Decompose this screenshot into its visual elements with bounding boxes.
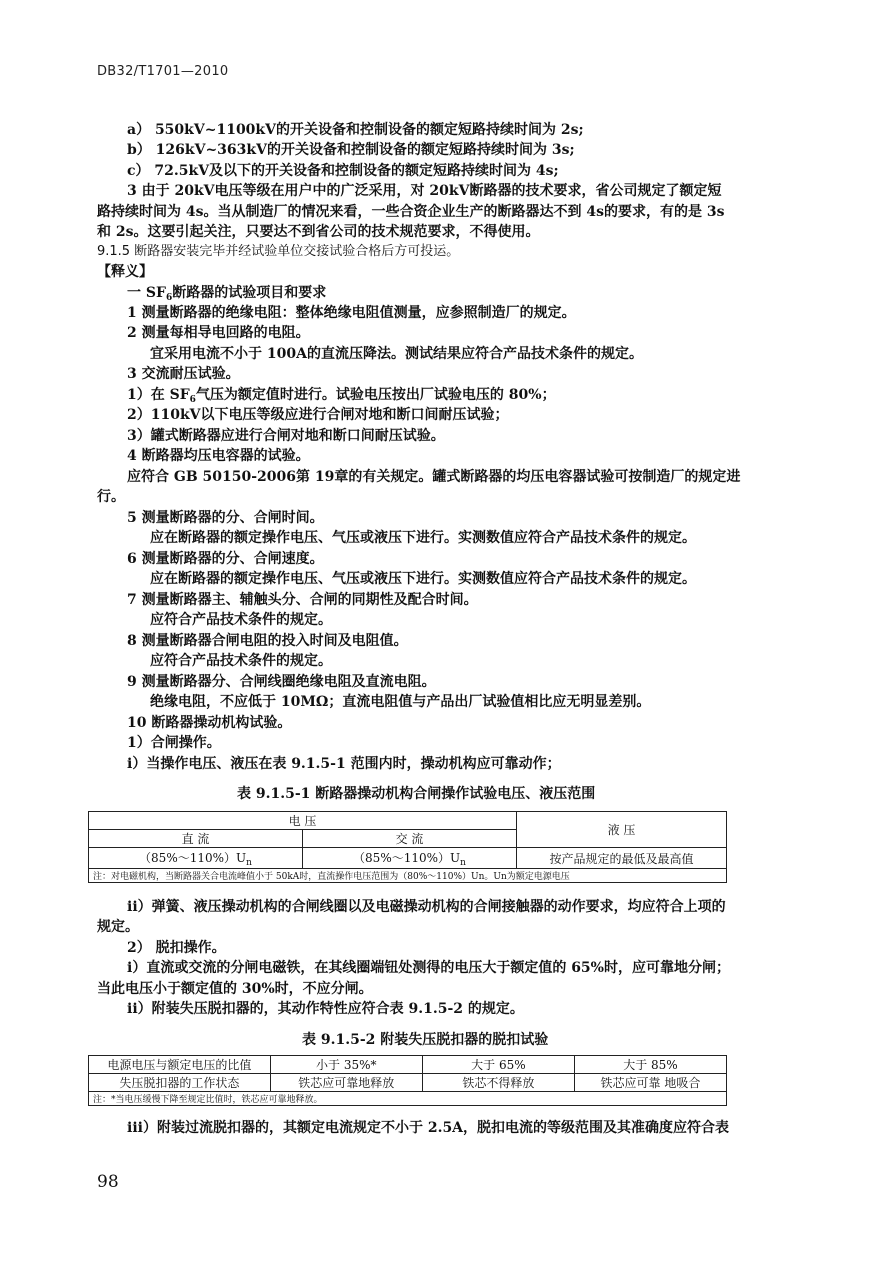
table-cell bbox=[89, 848, 303, 869]
table-cell: 铁芯应可靠 地吸合 bbox=[574, 1074, 726, 1092]
text-segment: 1）在 SF bbox=[127, 387, 190, 403]
text-line: 3 交流耐压试验。 bbox=[127, 366, 240, 382]
text-line: 2 测量每相导电回路的电阻。 bbox=[127, 325, 310, 341]
text-segment: 断路器的试验项目和要求 bbox=[172, 285, 327, 301]
text-line: 当此电压小于额定值的 30%时，不应分闸。 bbox=[97, 981, 373, 997]
text-line: c） 72.5kV及以下的开关设备和控制设备的额定短路持续时间为 4s; bbox=[127, 163, 559, 179]
text-line: 2）110kV以下电压等级应进行合闸对地和断口间耐压试验； bbox=[127, 407, 509, 423]
text-line: 1 测量断路器的绝缘电阻：整体绝缘电阻值测量，应参照制造厂的规定。 bbox=[127, 305, 576, 321]
table-cell: 大于 85% bbox=[574, 1056, 726, 1074]
subscript: n bbox=[246, 857, 252, 868]
subscript: 6 bbox=[189, 395, 196, 405]
text-line: 1）合闸操作。 bbox=[127, 735, 221, 751]
table-header-cell: 直 流 bbox=[89, 830, 303, 848]
document-header: DB32/T1701—2010 bbox=[97, 64, 229, 79]
text-line: ii）弹簧、液压操动机构的合闸线圈以及电磁操动机构的合闸接触器的动作要求，均应符合上项的 bbox=[127, 899, 726, 915]
table-cell: 铁芯不得释放 bbox=[422, 1074, 574, 1092]
table-header-cell: 液 压 bbox=[517, 812, 727, 848]
text-line: ii）附装失压脱扣器的，其动作特性应符合表 9.1.5-2 的规定。 bbox=[127, 1001, 524, 1017]
table-cell: 铁芯应可靠地释放 bbox=[270, 1074, 422, 1092]
table-caption: 表 9.1.5-1 断路器操动机构合闸操作试验电压、液压范围 bbox=[237, 786, 596, 802]
text-segment: 一 SF bbox=[127, 285, 166, 301]
text-line: 2） 脱扣操作。 bbox=[127, 940, 226, 956]
text-line: 10 断路器操动机构试验。 bbox=[127, 715, 292, 731]
text-line: i）当操作电压、液压在表 9.1.5-1 范围内时，操动机构应可靠动作； bbox=[127, 756, 561, 772]
table-caption: 表 9.1.5-2 附装失压脱扣器的脱扣试验 bbox=[302, 1032, 549, 1048]
text-line: 应符合产品技术条件的规定。 bbox=[150, 612, 332, 628]
clause-9-1-5: 9.1.5 断路器安装完毕并经试验单位交接试验合格后方可投运。 bbox=[97, 244, 460, 259]
text-line: i）直流或交流的分闸电磁铁，在其线圈端钮处测得的电压大于额定值的 65%时，应可靠地分闸； bbox=[127, 960, 730, 976]
text-line: 应符合 GB 50150-2006第 19章的有关规定。罐式断路器的均压电容器试验可按制造厂的规定进 bbox=[127, 469, 741, 485]
text-segment: （85%～110%）U bbox=[353, 850, 461, 865]
text-line: 3）罐式断路器应进行合闸对地和断口间耐压试验。 bbox=[127, 428, 445, 444]
table-cell: 按产品规定的最低及最高值 bbox=[517, 848, 727, 869]
text-line: iii）附装过流脱扣器的，其额定电流规定不小于 2.5A，脱扣电流的等级范围及其准确度应符合表 bbox=[127, 1120, 730, 1136]
text-segment: 气压为额定值时进行。试验电压按出厂试验电压的 80%； bbox=[195, 387, 556, 403]
table-cell: 失压脱扣器的工作状态 bbox=[89, 1074, 271, 1092]
text-line: 行。 bbox=[97, 489, 125, 505]
table-header-cell: 交 流 bbox=[303, 830, 517, 848]
table-cell: 电源电压与额定电压的比值 bbox=[89, 1056, 271, 1074]
text-line: 绝缘电阻，不应低于 10MΩ；直流电阻值与产品出厂试验值相比应无明显差别。 bbox=[150, 694, 651, 710]
text-line: 应符合产品技术条件的规定。 bbox=[150, 653, 332, 669]
table-note: 注：对电磁机构，当断路器关合电流峰值小于 50kA时，直流操作电压范围为（80%～110%）Un。Un为额定电源电压 bbox=[89, 869, 727, 883]
subscript: n bbox=[460, 857, 466, 868]
text-line: 宜采用电流不小于 100A的直流压降法。测试结果应符合产品技术条件的规定。 bbox=[150, 346, 643, 362]
text-line: 9 测量断路器分、合闸线圈绝缘电阻及直流电阻。 bbox=[127, 674, 436, 690]
table-operating-voltage bbox=[88, 811, 727, 883]
table-undervoltage-release bbox=[88, 1055, 727, 1106]
text-line: 路持续时间为 4s。当从制造厂的情况来看，一些合资企业生产的断路器达不到 4s的要求，有的是 3s bbox=[97, 204, 725, 220]
table-header-cell: 电 压 bbox=[89, 812, 517, 830]
text-line: 6 测量断路器的分、合闸速度。 bbox=[127, 551, 324, 567]
table-note: 注：*当电压缓慢下降至规定比值时，铁芯应可靠地释放。 bbox=[89, 1092, 727, 1106]
text-line: 和 2s。这要引起关注，只要达不到省公司的技术规范要求，不得使用。 bbox=[97, 224, 540, 240]
table-cell: 小于 35%* bbox=[270, 1056, 422, 1074]
text-line: 3 由于 20kV电压等级在用户中的广泛采用，对 20kV断路器的技术要求，省公司规定了额定短 bbox=[127, 183, 722, 199]
text-segment: （85%～110%）U bbox=[139, 850, 247, 865]
text-line: b） 126kV~363kV的开关设备和控制设备的额定短路持续时间为 3s; bbox=[127, 142, 575, 158]
text-line: 应在断路器的额定操作电压、气压或液压下进行。实测数值应符合产品技术条件的规定。 bbox=[150, 530, 696, 546]
text-line: a） 550kV~1100kV的开关设备和控制设备的额定短路持续时间为 2s; bbox=[127, 122, 584, 138]
text-line: 5 测量断路器的分、合闸时间。 bbox=[127, 510, 324, 526]
text-line: 应在断路器的额定操作电压、气压或液压下进行。实测数值应符合产品技术条件的规定。 bbox=[150, 571, 696, 587]
section-heading: 【释义】 bbox=[97, 264, 153, 280]
text-line: 4 断路器均压电容器的试验。 bbox=[127, 448, 310, 464]
table-cell: 大于 65% bbox=[422, 1056, 574, 1074]
text-line: 7 测量断路器主、辅触头分、合闸的同期性及配合时间。 bbox=[127, 592, 478, 608]
page-number: 98 bbox=[97, 1172, 119, 1192]
table-cell bbox=[303, 848, 517, 869]
text-line: 规定。 bbox=[97, 919, 139, 935]
subscript: 6 bbox=[165, 293, 173, 303]
text-line: 8 测量断路器合闸电阻的投入时间及电阻值。 bbox=[127, 633, 408, 649]
